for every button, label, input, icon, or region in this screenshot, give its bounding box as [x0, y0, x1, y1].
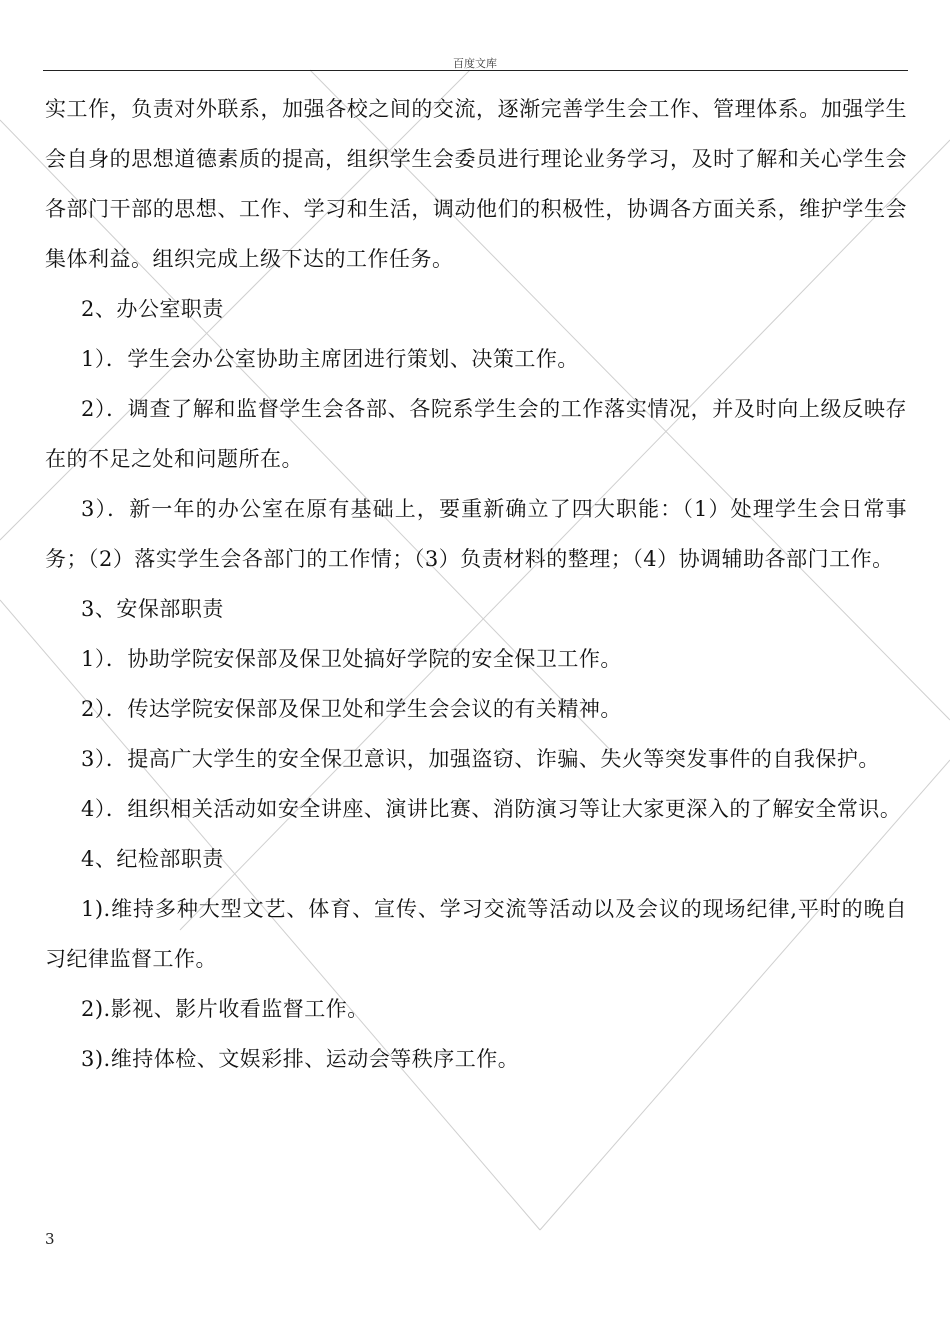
paragraph: 2）．传达学院安保部及保卫处和学生会会议的有关精神。 — [81, 697, 622, 721]
paragraph: 2、办公室职责 — [81, 297, 224, 321]
document-body — [45, 84, 907, 1084]
paragraph: 4、纪检部职责 — [81, 847, 224, 871]
paragraph: 2）．调查了解和监督学生会各部、各院系学生会的工作落实情况，并及时向上级反映存在的不足之处和问题所在。 — [45, 397, 907, 471]
paragraph: 2).影视、影片收看监督工作。 — [81, 997, 369, 1021]
paragraph: 3）．新一年的办公室在原有基础上，要重新确立了四大职能：（1）处理学生会日常事务；（2）落实学生会各部门的工作情；（3）负责材料的整理；（4）协调辅助各部门工作。 — [45, 497, 907, 571]
paragraph: 实工作，负责对外联系，加强各校之间的交流，逐渐完善学生会工作、管理体系。加强学生会自身的思想道德素质的提高，组织学生会委员进行理论业务学习，及时了解和关心学生会各部门干部的思想、工作、学习和生活，调动他们的积极性，协调各方面关系，维护学生会集体利益。组织完成上级下达的工作任务。 — [45, 97, 907, 271]
paragraph: 1）．学生会办公室协助主席团进行策划、决策工作。 — [81, 347, 579, 371]
paragraph: 3).维持体检、文娱彩排、运动会等秩序工作。 — [81, 1047, 520, 1071]
paragraph: 4）．组织相关活动如安全讲座、演讲比赛、消防演习等让大家更深入的了解安全常识。 — [81, 797, 902, 821]
paragraph: 3）．提高广大学生的安全保卫意识，加强盗窃、诈骗、失火等突发事件的自我保护。 — [81, 747, 880, 771]
paragraph: 1).维持多种大型文艺、体育、宣传、学习交流等活动以及会议的现场纪律,平时的晚自习纪律监督工作。 — [45, 897, 907, 971]
paragraph: 1）．协助学院安保部及保卫处搞好学院的安全保卫工作。 — [81, 647, 622, 671]
page-number: 3 — [45, 1230, 55, 1248]
header-divider — [43, 70, 908, 71]
header-title: 百度文库 — [453, 57, 497, 70]
paragraph: 3、安保部职责 — [81, 597, 224, 621]
